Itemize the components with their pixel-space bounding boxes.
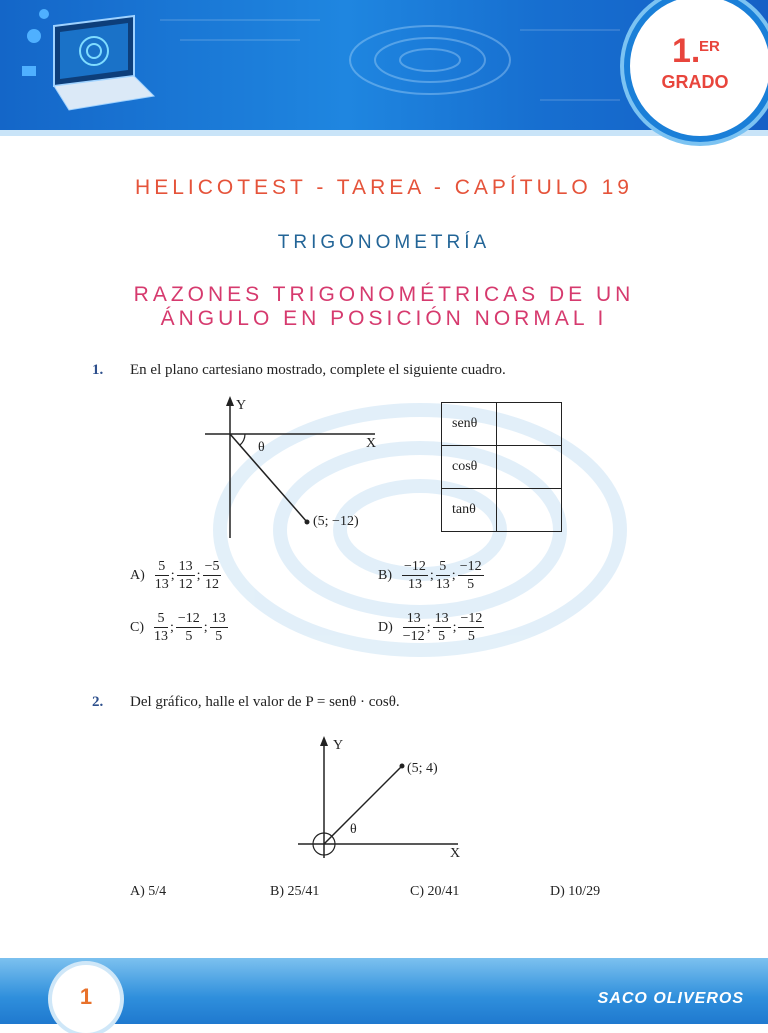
terminal-side xyxy=(324,766,402,844)
table-row xyxy=(442,489,562,532)
q1-angle-label: θ xyxy=(258,440,265,455)
fraction: $\frac{13}{5}$ xyxy=(434,611,449,644)
table-row xyxy=(442,403,562,446)
topic-title-line2: ÁNGULO EN POSICIÓN NORMAL I xyxy=(160,307,608,330)
fraction: $\frac{-12}{5}$ xyxy=(177,611,200,644)
q2-axis-x-label: X xyxy=(450,846,461,861)
grade-label: GRADO xyxy=(661,72,729,92)
point-marker xyxy=(400,764,405,769)
page-number: 1 xyxy=(79,984,93,1009)
q1-axis-y-label: Y xyxy=(236,398,247,413)
table-cell-label: tanθ xyxy=(442,489,497,532)
q2-point-label: (5; 4) xyxy=(407,761,438,776)
angle-arc xyxy=(240,434,245,445)
question-2-number: 2. xyxy=(92,694,104,710)
q2-option-c[interactable]: C) 20/41 xyxy=(410,884,460,899)
fraction: $\frac{13}{5}$ xyxy=(211,611,226,644)
table-cell-answer[interactable] xyxy=(497,446,562,489)
q2-option-a[interactable]: A) 5/4 xyxy=(130,884,167,899)
table-cell-label: cosθ xyxy=(442,446,497,489)
fraction: $\frac{5}{13}$ xyxy=(435,559,450,592)
fraction: $\frac{13}{12}$ xyxy=(178,559,193,592)
y-arrow-icon xyxy=(320,736,328,746)
fraction: $\frac{-5}{12}$ xyxy=(204,559,220,592)
table-cell-answer[interactable] xyxy=(497,489,562,532)
fraction: $\frac{13}{-12}$ xyxy=(402,611,425,644)
terminal-side xyxy=(230,434,307,522)
q1-option-a[interactable]: A) $\frac{5}{13}$ ; $\frac{13}{12}$ ; $\frac{-5}{12}$ xyxy=(130,559,220,592)
y-arrow-icon xyxy=(226,396,234,406)
table-cell-label: senθ xyxy=(442,403,497,446)
table-cell-answer[interactable] xyxy=(497,403,562,446)
trig-table xyxy=(441,402,562,532)
table-row xyxy=(442,446,562,489)
fraction: $\frac{5}{13}$ xyxy=(154,611,168,644)
banner-underline xyxy=(0,130,768,136)
fraction: $\frac{5}{13}$ xyxy=(154,559,169,592)
option-label: D) xyxy=(378,619,393,635)
grade-number: 1. xyxy=(672,32,701,70)
point-marker xyxy=(305,520,310,525)
question-2-diagram xyxy=(290,730,470,860)
option-label: A) xyxy=(130,567,145,583)
q1-point-label: (5; −12) xyxy=(313,514,359,529)
laptop-icon xyxy=(14,6,164,118)
option-label: C) xyxy=(130,619,144,635)
grade-superscript: ER xyxy=(699,38,720,55)
option-label: B) xyxy=(378,567,392,583)
question-1-text: En el plano cartesiano mostrado, complete el siguiente cuadro. xyxy=(130,362,506,378)
q2-axis-y-label: Y xyxy=(333,738,344,753)
subject-title: TRIGONOMETRÍA xyxy=(277,232,491,253)
brand-name: SACO OLIVEROS xyxy=(597,990,744,1007)
page-title: HELICOTEST - TAREA - CAPÍTULO 19 xyxy=(135,176,633,199)
q2-angle-label: θ xyxy=(350,822,357,837)
q2-option-b[interactable]: B) 25/41 xyxy=(270,884,320,899)
q1-option-d[interactable]: D) $\frac{13}{-12}$ ; $\frac{13}{5}$ ; $\frac{-12}{5}$ xyxy=(378,611,483,644)
q2-option-d[interactable]: D) 10/29 xyxy=(550,884,601,899)
topic-title-line1: RAZONES TRIGONOMÉTRICAS DE UN xyxy=(133,283,635,306)
fraction: $\frac{-12}{5}$ xyxy=(459,559,482,592)
question-1-diagram xyxy=(195,392,395,542)
q1-axis-x-label: X xyxy=(366,436,377,451)
q1-option-c[interactable]: C) $\frac{5}{13}$ ; $\frac{-12}{5}$ ; $\frac{13}{5}$ xyxy=(130,611,226,644)
question-2-text: Del gráfico, halle el valor de P = senθ · cosθ. xyxy=(130,694,400,710)
q1-option-b[interactable]: B) $\frac{-12}{13}$ ; $\frac{5}{13}$ ; $\frac{-12}{5}$ xyxy=(378,559,482,592)
question-1-number: 1. xyxy=(92,362,104,378)
topic-title xyxy=(0,283,768,331)
fraction: $\frac{-12}{5}$ xyxy=(460,611,483,644)
fraction: $\frac{-12}{13}$ xyxy=(404,559,426,592)
